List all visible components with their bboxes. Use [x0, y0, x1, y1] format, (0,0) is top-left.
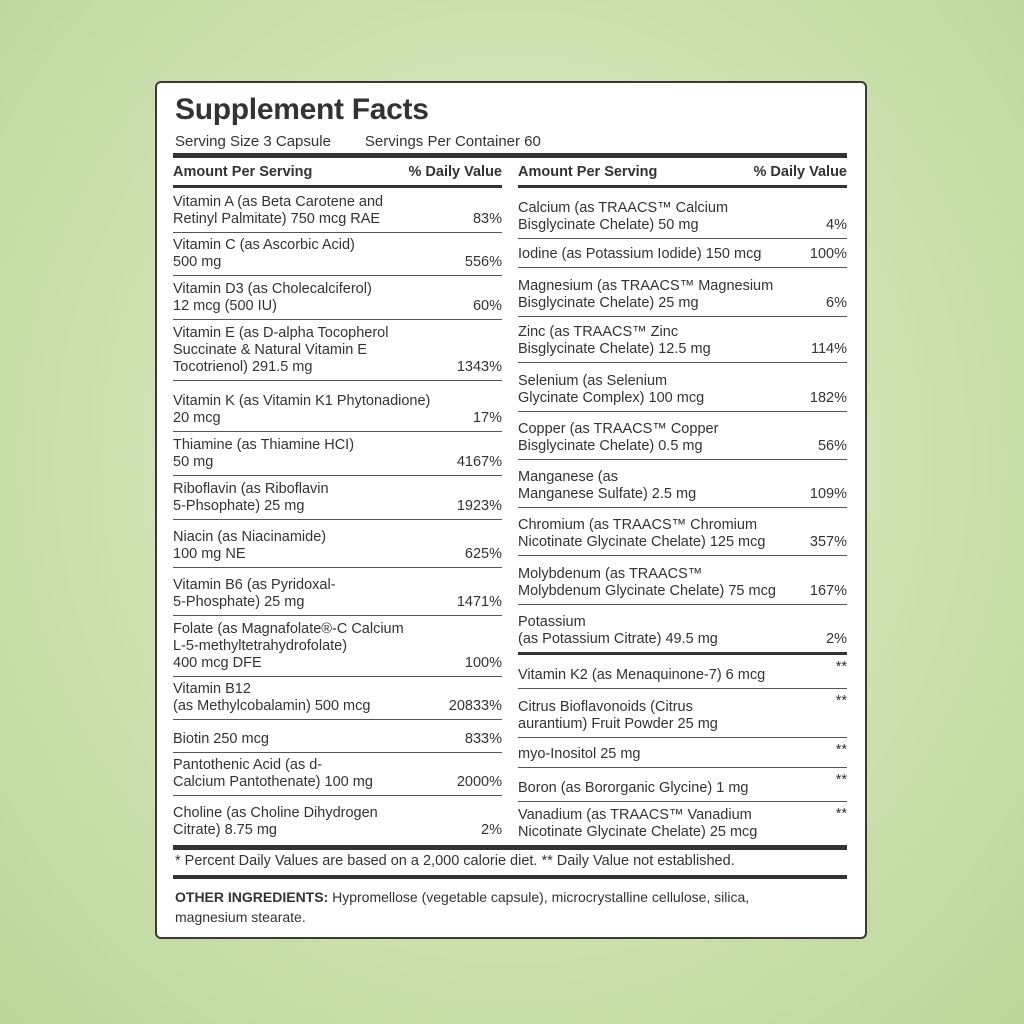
nutrient-row	[518, 268, 847, 317]
daily-value: 357%	[809, 534, 847, 550]
nutrient-name: Vitamin B12 (as Methylcobalamin) 500 mcg	[173, 681, 371, 714]
nutrient-name: Manganese (as Manganese Sulfate) 2.5 mg	[518, 469, 697, 502]
daily-value: **	[835, 693, 847, 709]
nutrient-name: Vitamin D3 (as Cholecalciferol) 12 mcg (500 IU)	[173, 281, 372, 314]
footnote: * Percent Daily Values are based on a 2,000 calorie diet. ** Daily Value not established.	[175, 853, 735, 869]
nutrient-row	[518, 605, 847, 655]
right-column-header	[518, 159, 847, 188]
daily-value: 60%	[472, 298, 502, 314]
nutrient-name: Selenium (as Selenium Glycinate Complex) 100 mcg	[518, 373, 705, 406]
dv-header: % Daily Value	[753, 164, 847, 180]
nutrient-row	[518, 363, 847, 412]
nutrient-row	[518, 556, 847, 605]
daily-value: 17%	[472, 410, 502, 426]
nutrient-row	[173, 188, 502, 233]
daily-value: **	[835, 772, 847, 788]
daily-value: 2000%	[456, 774, 502, 790]
panel-title: Supplement Facts	[175, 93, 429, 126]
footnote-divider	[173, 875, 847, 879]
nutrient-row	[173, 276, 502, 320]
nutrient-name: Boron (as Bororganic Glycine) 1 mg	[518, 780, 749, 796]
other-ingredients-text: Hypromellose (vegetable capsule), microcrystalline cellulose, silica, magnesium stearate.	[175, 889, 750, 925]
nutrient-name: Magnesium (as TRAACS™ Magnesium Bisglycinate Chelate) 25 mg	[518, 278, 774, 311]
nutrient-row	[173, 753, 502, 796]
nutrient-name: Vitamin B6 (as Pyridoxal- 5-Phosphate) 25 mg	[173, 577, 336, 610]
nutrient-row	[518, 412, 847, 460]
daily-value: 100%	[464, 655, 502, 671]
daily-value: 167%	[809, 583, 847, 599]
top-divider	[173, 153, 847, 158]
serving-size: Serving Size 3 Capsule	[175, 133, 331, 150]
other-ingredients	[175, 887, 825, 927]
nutrient-name: Molybdenum (as TRAACS™ Molybdenum Glycinate Chelate) 75 mcg	[518, 566, 776, 599]
nutrient-name: Potassium (as Potassium Citrate) 49.5 mg	[518, 614, 718, 647]
nutrient-name: Folate (as Magnafolate®-C Calcium L-5-methyltetrahydrofolate) 400 mcg DFE	[173, 621, 404, 671]
daily-value: 625%	[464, 546, 502, 562]
nutrient-name: Niacin (as Niacinamide) 100 mg NE	[173, 529, 327, 562]
nutrient-row	[173, 233, 502, 276]
nutrient-row	[518, 317, 847, 363]
nutrient-row	[173, 568, 502, 616]
daily-value: 20833%	[448, 698, 502, 714]
right-column	[518, 159, 847, 845]
servings-per-container: Servings Per Container 60	[364, 133, 541, 150]
daily-value: 4167%	[456, 454, 502, 470]
nutrient-row	[518, 460, 847, 508]
nutrient-row	[518, 689, 847, 738]
nutrient-name: Vitamin E (as D-alpha Tocopherol Succinate & Natural Vitamin E Tocotrienol) 291.5 mg	[173, 325, 389, 375]
daily-value: 109%	[809, 486, 847, 502]
daily-value: 83%	[472, 211, 502, 227]
nutrient-row	[173, 381, 502, 432]
nutrient-row	[173, 520, 502, 568]
nutrient-name: Riboflavin (as Riboflavin 5-Phsophate) 25 mg	[173, 481, 329, 514]
nutrient-name: Zinc (as TRAACS™ Zinc Bisglycinate Chelate) 12.5 mg	[518, 324, 711, 357]
nutrient-row	[518, 239, 847, 268]
nutrient-row	[173, 720, 502, 753]
nutrient-name: Pantothenic Acid (as d- Calcium Pantothenate) 100 mg	[173, 757, 373, 790]
nutrient-row	[173, 320, 502, 381]
daily-value: 182%	[809, 390, 847, 406]
nutrient-row	[518, 508, 847, 556]
supplement-facts-panel	[155, 81, 867, 939]
nutrient-name: Vanadium (as TRAACS™ Vanadium Nicotinate Glycinate Chelate) 25 mcg	[518, 807, 758, 840]
nutrient-name: Copper (as TRAACS™ Copper Bisglycinate Chelate) 0.5 mg	[518, 421, 719, 454]
nutrient-row	[173, 432, 502, 476]
daily-value: 833%	[464, 731, 502, 747]
nutrient-row	[518, 768, 847, 802]
nutrient-row	[173, 616, 502, 677]
nutrient-name: Citrus Bioflavonoids (Citrus aurantium) Fruit Powder 25 mg	[518, 699, 718, 732]
daily-value: 1343%	[456, 359, 502, 375]
amount-header: Amount Per Serving	[173, 164, 313, 180]
serving-info	[175, 133, 541, 150]
nutrient-row	[518, 655, 847, 689]
daily-value: 56%	[817, 438, 847, 454]
nutrient-row	[518, 188, 847, 239]
nutrient-name: Calcium (as TRAACS™ Calcium Bisglycinate Chelate) 50 mg	[518, 200, 729, 233]
left-column-header	[173, 159, 502, 188]
nutrient-row	[518, 738, 847, 768]
nutrient-name: Chromium (as TRAACS™ Chromium Nicotinate Glycinate Chelate) 125 mcg	[518, 517, 766, 550]
nutrient-name: Biotin 250 mcg	[173, 731, 269, 747]
daily-value: 4%	[826, 217, 847, 233]
nutrient-name: Vitamin K2 (as Menaquinone-7) 6 mcg	[518, 667, 766, 683]
bottom-divider	[173, 845, 847, 850]
nutrient-name: Vitamin K (as Vitamin K1 Phytonadione) 20 mcg	[173, 393, 431, 426]
nutrient-name: Vitamin C (as Ascorbic Acid) 500 mg	[173, 237, 355, 270]
dv-header: % Daily Value	[408, 164, 502, 180]
nutrient-row	[173, 677, 502, 720]
daily-value: 2%	[481, 822, 502, 838]
daily-value: **	[835, 742, 847, 758]
daily-value: **	[835, 806, 847, 822]
left-column	[173, 159, 502, 843]
nutrient-row	[173, 796, 502, 843]
daily-value: **	[835, 659, 847, 675]
daily-value: 6%	[826, 295, 847, 311]
nutrient-name: Iodine (as Potassium Iodide) 150 mcg	[518, 246, 762, 262]
daily-value: 1923%	[456, 498, 502, 514]
daily-value: 114%	[810, 341, 847, 357]
nutrient-row	[173, 476, 502, 520]
nutrient-name: Choline (as Choline Dihydrogen Citrate) 8.75 mg	[173, 805, 378, 838]
nutrient-name: Vitamin A (as Beta Carotene and Retinyl Palmitate) 750 mcg RAE	[173, 194, 384, 227]
amount-header: Amount Per Serving	[518, 164, 658, 180]
daily-value: 556%	[464, 254, 502, 270]
nutrient-name: Thiamine (as Thiamine HCI) 50 mg	[173, 437, 355, 470]
nutrient-row	[518, 802, 847, 845]
other-ingredients-label: OTHER INGREDIENTS:	[175, 889, 329, 905]
daily-value: 100%	[809, 246, 847, 262]
daily-value: 1471%	[456, 594, 502, 610]
nutrient-name: myo-Inositol 25 mg	[518, 746, 641, 762]
daily-value: 2%	[826, 631, 847, 647]
